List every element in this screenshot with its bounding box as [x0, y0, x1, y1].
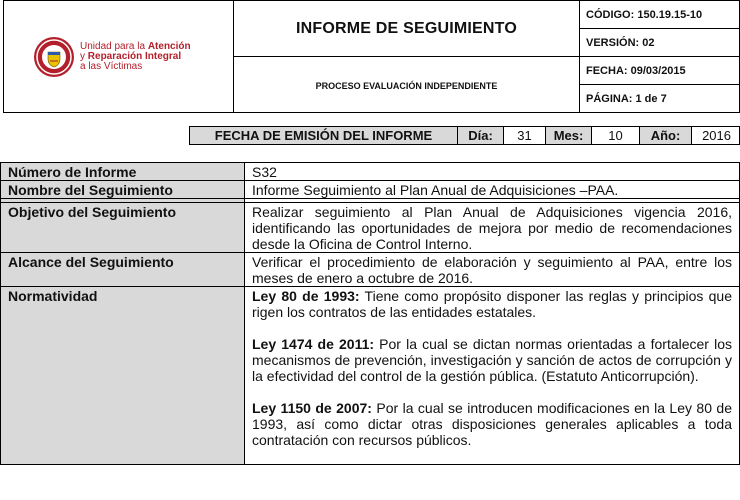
norma-ley: Ley 1474 de 2011: — [252, 336, 375, 352]
row-normatividad — [1, 287, 740, 465]
informe-info-table — [0, 162, 740, 465]
row-objetivo — [1, 203, 740, 253]
normatividad-value — [245, 287, 740, 465]
row-alcance — [1, 253, 740, 287]
unidad-victimas-logo — [4, 37, 233, 77]
norma-texto: Por la cual se dictan normas orientadas a fortalecer los mecanismos de prevención, investigación y sanción de actos de corrupción y la efectividad del control de la gestión pública. (Estatuto Anticorrupción). — [252, 336, 732, 384]
subtitle-cell — [234, 57, 580, 113]
norma-texto: Tiene como propósito disponer las reglas y principios que rigen los contratos de las entidades estatales. — [252, 288, 732, 320]
norma-ley: Ley 80 de 1993: — [252, 288, 360, 304]
anio-label: Año: — [640, 127, 692, 145]
pagina-cell: PÁGINA: 1 de 7 — [580, 85, 740, 113]
mes-value: 10 — [592, 127, 640, 145]
fecha-emision-table — [189, 126, 740, 145]
logo-cell — [4, 1, 234, 113]
dia-label: Día: — [458, 127, 504, 145]
norma-item — [252, 400, 732, 448]
anio-value: 2016 — [692, 127, 740, 145]
process-subtitle: PROCESO EVALUACIÓN INDEPENDIENTE — [315, 80, 498, 91]
norma-item — [252, 288, 732, 320]
codigo-cell: CÓDIGO: 150.19.15-10 — [580, 1, 740, 29]
norma-texto: Por la cual se introducen modificaciones en la Ley 80 de 1993, así como dictar otras disposiciones generales aplicables a toda contratación con recursos públicos. — [252, 400, 732, 448]
logo-line-2-bold: Reparación Integral — [87, 50, 182, 62]
version-cell: VERSIÓN: 02 — [580, 29, 740, 57]
logo-line-1: Unidad para la — [80, 40, 148, 52]
logo-text — [80, 42, 191, 72]
dia-value: 31 — [504, 127, 546, 145]
objetivo-label: Objetivo del Seguimiento — [1, 203, 245, 253]
normatividad-label: Normatividad — [1, 287, 245, 465]
mes-label: Mes: — [546, 127, 592, 145]
fecha-cell: FECHA: 09/03/2015 — [580, 57, 740, 85]
objetivo-value: Realizar seguimiento al Plan Anual de Adquisiciones vigencia 2016, identificando las oportunidades de mejora por medio de recomendaciones desde la Oficina de Control Interno. — [245, 203, 740, 253]
row-nombre — [1, 181, 740, 199]
logo-line-1-bold: Atención — [147, 40, 191, 52]
numero-value: S32 — [245, 163, 740, 181]
alcance-label: Alcance del Seguimiento — [1, 253, 245, 287]
title-cell — [234, 1, 580, 57]
alcance-value: Verificar el procedimiento de elaboración y seguimiento al PAA, entre los meses de enero a octubre de 2016. — [245, 253, 740, 287]
colombia-seal-icon — [34, 37, 74, 77]
document-header — [3, 0, 740, 113]
fecha-emision-label: FECHA DE EMISIÓN DEL INFORME — [190, 127, 458, 145]
norma-item — [252, 336, 732, 384]
norma-ley: Ley 1150 de 2007: — [252, 400, 372, 416]
document-title: INFORME DE SEGUIMIENTO — [295, 19, 517, 37]
numero-label: Número de Informe — [1, 163, 245, 181]
nombre-label: Nombre del Seguimiento — [1, 181, 245, 199]
logo-line-3: a las Víctimas — [80, 60, 143, 72]
logo-line-2: y — [80, 50, 88, 62]
row-numero — [1, 163, 740, 181]
nombre-value: Informe Seguimiento al Plan Anual de Adquisiciones –PAA. — [245, 181, 740, 199]
